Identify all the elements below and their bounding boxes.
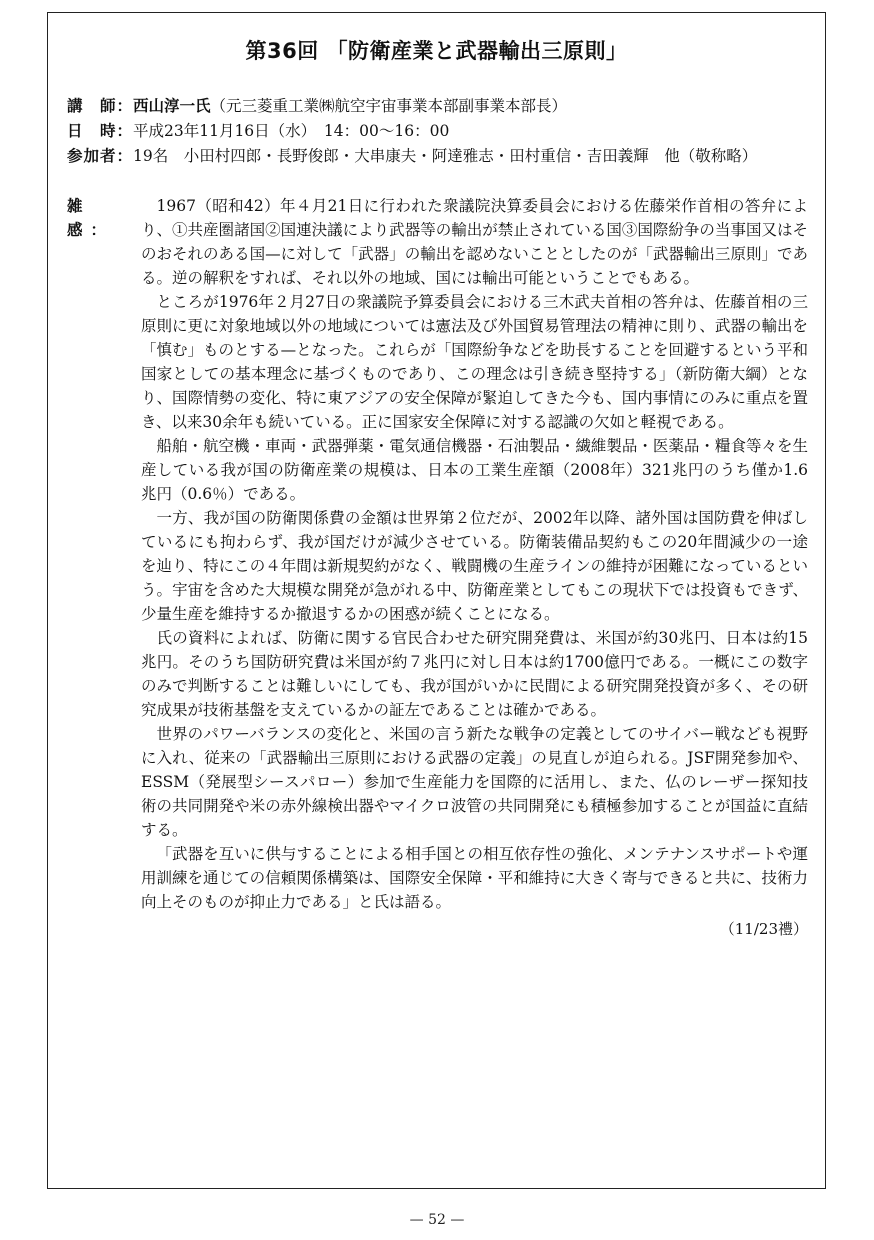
signature: （11/23禮） bbox=[719, 920, 808, 938]
paragraph: 世界のパワーバランスの変化と、米国の言う新たな戦争の定義としてのサイバー戦なども視野に入れ、従来の「武器輸出三原則における武器の定義」の見直しが迫られる。JSF開発参加や、ESSM（発展型シースパロー）参加で生産能力を国際的に活用し、また、仏のレーザー探知技術の共同開発や米の赤外線検出器やマイクロ波管の共同開発にも積極参加することが国益に直結する。 bbox=[141, 725, 808, 839]
participants-value: 19名 小田村四郎・長野俊郎・大串康夫・阿達雅志・田村重信・吉田義輝 他（敬称略） bbox=[133, 147, 758, 165]
page-number: — 52 — bbox=[409, 1212, 465, 1228]
page-title: 第36回 「防衛産業と武器輸出三原則」 bbox=[245, 39, 628, 63]
paragraph: 氏の資料によれば、防衛に関する官民合わせた研究開発費は、米国が約30兆円、日本は約15兆円。そのうち国防研究費は米国が約７兆円に対し日本は約1700億円である。一概にこの数字のみで判断することは難しいにしても、我が国がいかに民間による研究開発投資が多く、その研究成果が技術基盤を支えているかの証左であることは確かである。 bbox=[141, 629, 808, 719]
lecturer-name: 西山淳一氏 bbox=[133, 97, 211, 115]
document-frame bbox=[47, 12, 826, 1189]
paragraph: 1967（昭和42）年４月21日に行われた衆議院決算委員会における佐藤栄作首相の答弁により、①共産圏諸国②国連決議により武器等の輸出が禁止されている国③国際紛争の当事国又はそのおそれのある国—に対して「武器」の輸出を認めないこととしたのが「武器輸出三原則」である。逆の解釈をすれば、それ以外の地域、国には輸出可能ということでもある。 bbox=[141, 197, 808, 287]
impressions-text bbox=[141, 194, 808, 942]
paragraph: 「武器を互いに供与することによる相手国との相互依存性の強化、メンテナンスサポートや運用訓練を通じての信頼関係構築は、国際安全保障・平和維持に大きく寄与できると共に、技術力向上そのものが抑止力である」と氏は語る。 bbox=[141, 845, 808, 911]
meta-block bbox=[67, 94, 812, 169]
participants-row bbox=[67, 144, 812, 169]
paragraph: 一方、我が国の防衛関係費の金額は世界第２位だが、2002年以降、諸外国は国防費を伸ばしているにも拘わらず、我が国だけが減少させている。防衛装備品契約もこの20年間減少の一途を辿り、特にこの４年間は新規契約がなく、戦闘機の生産ラインの維持が困難になっているという。宇宙を含めた大規模な開発が急がれる中、防衛産業としてもこの現状下では投資もできず、少量生産を維持するか撤退するかの困惑が続くことになる。 bbox=[141, 509, 808, 623]
paragraph: ところが1976年２月27日の衆議院予算委員会における三木武夫首相の答弁は、佐藤首相の三原則に更に対象地域以外の地域については憲法及び外国貿易管理法の精神に則り、武器の輸出を「慎む」ものとする—となった。これらが「国際紛争などを助長することを回避するという平和国家としての基本理念に基づくものであり、この理念は引き続き堅持する」（新防衛大綱）となり、国際情勢の変化、特に東アジアの安全保障が緊迫してきた今も、国内事情にのみに重点を置き、以来30余年も続いている。正に国家安全保障に対する認識の欠如と軽視である。 bbox=[141, 293, 808, 431]
lecturer-affiliation: （元三菱重工業㈱航空宇宙事業本部副事業本部長） bbox=[210, 97, 568, 115]
participants-label: 参加者： bbox=[67, 147, 134, 165]
lecturer-row bbox=[67, 94, 812, 119]
date-row bbox=[67, 119, 812, 144]
date-value: 平成23年11月16日（水） 14：00～16：00 bbox=[133, 122, 450, 140]
date-label: 日 時： bbox=[67, 122, 134, 140]
lecturer-label: 講 師： bbox=[67, 97, 134, 115]
paragraph: 船舶・航空機・車両・武器弾薬・電気通信機器・石油製品・繊維製品・医薬品・糧食等々を生産している我が国の防衛産業の規模は、日本の工業生産額（2008年）321兆円のうち僅か1.6兆円（0.6％）である。 bbox=[141, 437, 808, 503]
impressions-label: 雑 感： bbox=[67, 197, 115, 239]
